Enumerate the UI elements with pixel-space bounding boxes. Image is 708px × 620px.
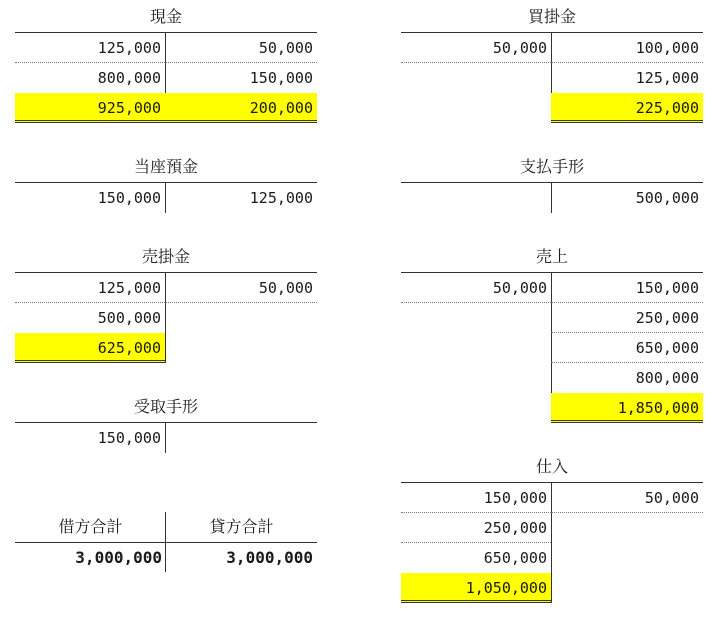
debit-entry: 500,000 xyxy=(97,309,161,327)
debit-entry: 50,000 xyxy=(401,33,551,63)
credit-total: 200,000 xyxy=(165,93,317,123)
credit-entry: 125,000 xyxy=(635,69,699,87)
debit-entry-empty xyxy=(401,303,551,333)
debit-total: 925,000 xyxy=(15,93,165,123)
debit-entry: 650,000 xyxy=(483,549,547,567)
ledger-row xyxy=(15,423,317,453)
credit-total-label: 貸方合計 xyxy=(209,517,274,536)
ledger-row xyxy=(401,33,703,63)
credit-entry: 50,000 xyxy=(165,33,317,63)
ledger-row xyxy=(401,543,703,573)
debit-total: 1,050,000 xyxy=(401,573,551,603)
debit-entry-empty xyxy=(401,63,551,93)
ledger-row xyxy=(401,363,703,393)
totals-values xyxy=(15,543,317,573)
ledger-row xyxy=(15,183,317,213)
credit-entry-empty xyxy=(165,333,317,363)
ledger-row xyxy=(15,33,317,63)
account-title: 売掛金 xyxy=(15,242,317,273)
debit-entry: 150,000 xyxy=(97,189,161,207)
account-title: 現金 xyxy=(15,2,317,33)
credit-entry-empty xyxy=(551,513,703,543)
debit-entry: 50,000 xyxy=(401,273,551,303)
totals-header xyxy=(15,512,317,543)
credit-total: 225,000 xyxy=(551,93,703,123)
ledger-row xyxy=(401,273,703,303)
trial-balance-totals xyxy=(15,512,317,573)
debit-entry: 150,000 xyxy=(401,483,551,513)
ledger-row xyxy=(401,333,703,363)
debit-entry-empty xyxy=(401,183,551,213)
debit-grand-total: 3,000,000 xyxy=(75,548,162,567)
ledger-total-row xyxy=(401,93,703,123)
debit-entry: 125,000 xyxy=(15,33,165,63)
credit-entry: 150,000 xyxy=(551,273,703,303)
account-title: 買掛金 xyxy=(401,2,703,33)
account-title: 受取手形 xyxy=(15,392,317,423)
account-notes-receivable xyxy=(15,392,317,453)
credit-entry: 800,000 xyxy=(635,369,699,387)
debit-total: 625,000 xyxy=(15,333,165,363)
ledger-total-row xyxy=(15,333,317,363)
account-cash xyxy=(15,2,317,123)
debit-entry: 250,000 xyxy=(401,513,551,543)
totals-divider xyxy=(165,512,166,572)
credit-entry-empty xyxy=(165,423,317,453)
credit-entry: 50,000 xyxy=(165,273,317,303)
ledger-row xyxy=(401,183,703,213)
account-title: 仕入 xyxy=(401,452,703,483)
debit-entry: 125,000 xyxy=(15,273,165,303)
ledger-row xyxy=(401,483,703,513)
ledger-row xyxy=(401,63,703,93)
credit-entry: 50,000 xyxy=(551,483,703,513)
credit-entry-empty xyxy=(551,543,703,573)
debit-entry: 800,000 xyxy=(97,69,161,87)
ledger-row xyxy=(15,63,317,93)
account-title: 支払手形 xyxy=(401,152,703,183)
account-notes-payable xyxy=(401,152,703,213)
debit-entry-empty xyxy=(401,333,551,363)
debit-total-label: 借方合計 xyxy=(58,517,123,536)
ledger-total-row xyxy=(401,573,703,603)
credit-grand-total: 3,000,000 xyxy=(226,548,313,567)
account-sales xyxy=(401,242,703,423)
credit-total: 1,850,000 xyxy=(551,393,703,423)
credit-entry: 650,000 xyxy=(551,333,703,363)
ledger-row xyxy=(15,273,317,303)
account-purchases xyxy=(401,452,703,603)
credit-entry: 150,000 xyxy=(249,69,313,87)
account-title: 当座預金 xyxy=(15,152,317,183)
credit-entry: 125,000 xyxy=(249,189,313,207)
credit-entry: 500,000 xyxy=(635,189,699,207)
credit-entry-empty xyxy=(551,573,703,603)
ledger-total-row xyxy=(401,393,703,423)
account-accounts-payable xyxy=(401,2,703,123)
ledger-row xyxy=(401,303,703,333)
ledger-total-row xyxy=(15,93,317,123)
account-accounts-receivable xyxy=(15,242,317,363)
account-checking-deposit xyxy=(15,152,317,213)
debit-entry-empty xyxy=(401,93,551,123)
credit-entry-empty xyxy=(165,303,317,333)
debit-entry-empty xyxy=(401,393,551,423)
ledger-row xyxy=(401,513,703,543)
debit-entry-empty xyxy=(401,363,551,393)
credit-entry: 250,000 xyxy=(551,303,703,333)
account-title: 売上 xyxy=(401,242,703,273)
debit-entry: 150,000 xyxy=(97,429,161,447)
ledger-row xyxy=(15,303,317,333)
credit-entry: 100,000 xyxy=(551,33,703,63)
